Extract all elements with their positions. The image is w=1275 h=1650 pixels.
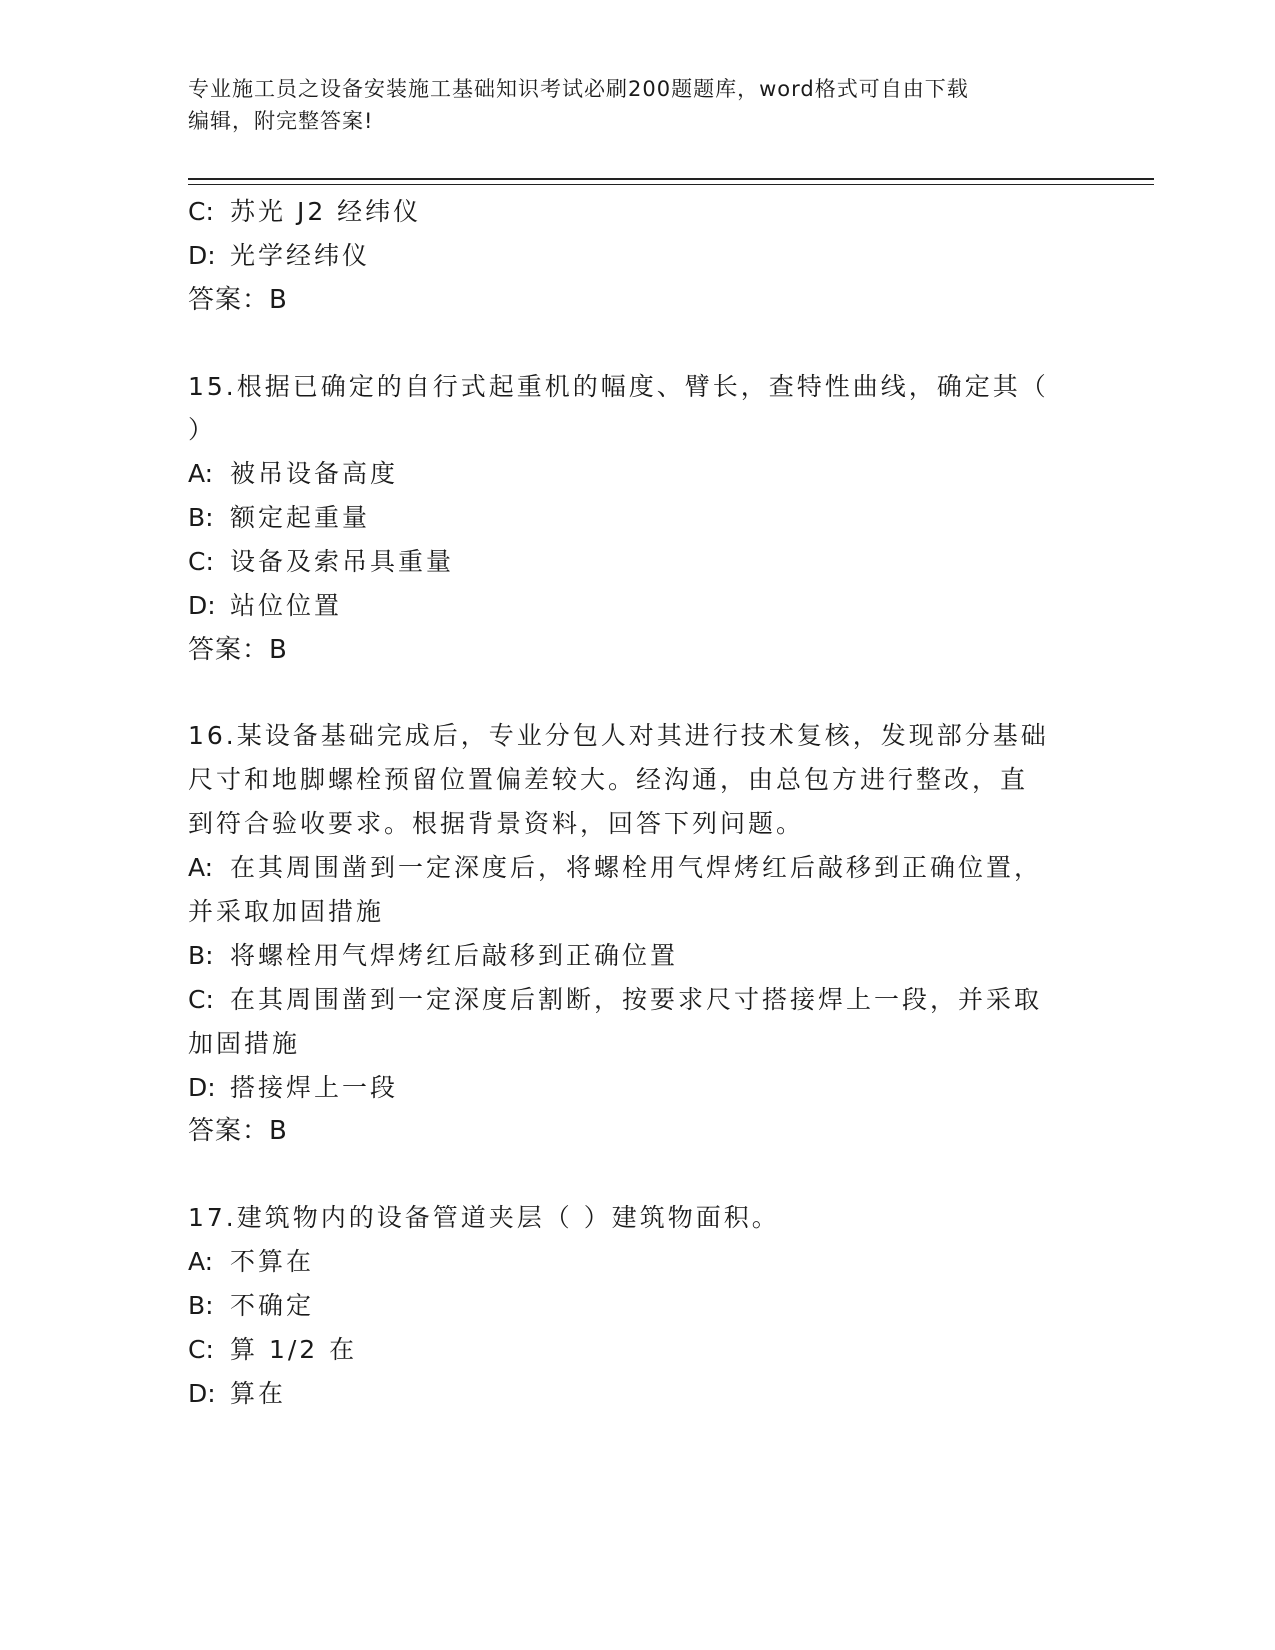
option-letter: D:: [188, 241, 216, 270]
option-letter: B:: [188, 1291, 214, 1320]
prev-option-c: [188, 189, 421, 235]
q15-stem-line-2: ）: [188, 415, 217, 444]
option-text: 不算在: [230, 1247, 315, 1276]
option-letter: B:: [188, 503, 214, 532]
option-letter: C:: [188, 197, 214, 226]
option-text: 在其周围凿到一定深度后，将螺栓用气焊烤红后敲移到正确位置，: [230, 853, 1043, 882]
document-header: [188, 73, 1068, 137]
option-letter: A:: [188, 459, 214, 488]
option-text: 将螺栓用气焊烤红后敲移到正确位置: [230, 941, 679, 970]
q16-option-b: [188, 933, 678, 979]
option-letter: B:: [188, 941, 214, 970]
q17-stem: 17.建筑物内的设备管道夹层（ ）建筑物面积。: [188, 1203, 780, 1232]
option-text: 不确定: [230, 1291, 315, 1320]
option-text: 设备及索吊具重量: [230, 547, 455, 576]
q17-option-a: [188, 1239, 314, 1285]
option-text: 光学经纬仪: [230, 241, 371, 270]
q15-option-c: [188, 539, 454, 585]
option-letter: D:: [188, 591, 216, 620]
q15-answer: 答案：B: [188, 635, 288, 665]
q16-stem-line-2: 尺寸和地脚螺栓预留位置偏差较大。经沟通，由总包方进行整改，直: [188, 765, 1029, 794]
option-text: 被吊设备高度: [230, 459, 399, 488]
option-text: 算 1/2 在: [230, 1335, 358, 1364]
prev-option-d: [188, 233, 370, 279]
header-divider-thick: [188, 178, 1154, 180]
q16-option-a-line-2: 并采取加固措施: [188, 897, 385, 926]
option-text: 搭接焊上一段: [230, 1073, 399, 1102]
q16-option-c-line-2: 加固措施: [188, 1029, 301, 1058]
q15-stem-line-1: 15.根据已确定的自行式起重机的幅度、臂长，查特性曲线，确定其（: [188, 372, 1049, 401]
option-text: 在其周围凿到一定深度后割断，按要求尺寸搭接焊上一段，并采取: [230, 985, 1043, 1014]
q15-option-d: [188, 583, 342, 629]
q16-stem-line-1: 16.某设备基础完成后，专业分包人对其进行技术复核，发现部分基础: [188, 721, 1049, 750]
q16-answer: 答案：B: [188, 1116, 288, 1146]
option-text: 苏光 J2 经纬仪: [230, 197, 422, 226]
q16-stem-line-3: 到符合验收要求。根据背景资料，回答下列问题。: [188, 809, 805, 838]
header-line-2: 编辑，附完整答案!: [188, 109, 374, 133]
option-letter: A:: [188, 853, 214, 882]
option-letter: A:: [188, 1247, 214, 1276]
q15-option-b: [188, 495, 370, 541]
q15-option-a: [188, 451, 398, 497]
option-letter: C:: [188, 547, 214, 576]
option-letter: C:: [188, 1335, 214, 1364]
header-divider-thin: [188, 184, 1154, 185]
option-text: 额定起重量: [230, 503, 371, 532]
option-letter: D:: [188, 1379, 216, 1408]
option-letter: C:: [188, 985, 214, 1014]
option-text: 算在: [230, 1379, 287, 1408]
option-letter: D:: [188, 1073, 216, 1102]
q16-option-d: [188, 1065, 398, 1111]
option-text: 站位位置: [230, 591, 343, 620]
header-line-1: 专业施工员之设备安装施工基础知识考试必刷200题题库，word格式可自由下载: [188, 77, 969, 101]
q17-option-b: [188, 1283, 314, 1329]
q16-option-c-line-1: [188, 977, 1042, 1023]
prev-answer: 答案：B: [188, 285, 288, 315]
q16-option-a-line-1: [188, 845, 1042, 891]
q17-option-d: [188, 1371, 286, 1417]
q17-option-c: [188, 1327, 357, 1373]
